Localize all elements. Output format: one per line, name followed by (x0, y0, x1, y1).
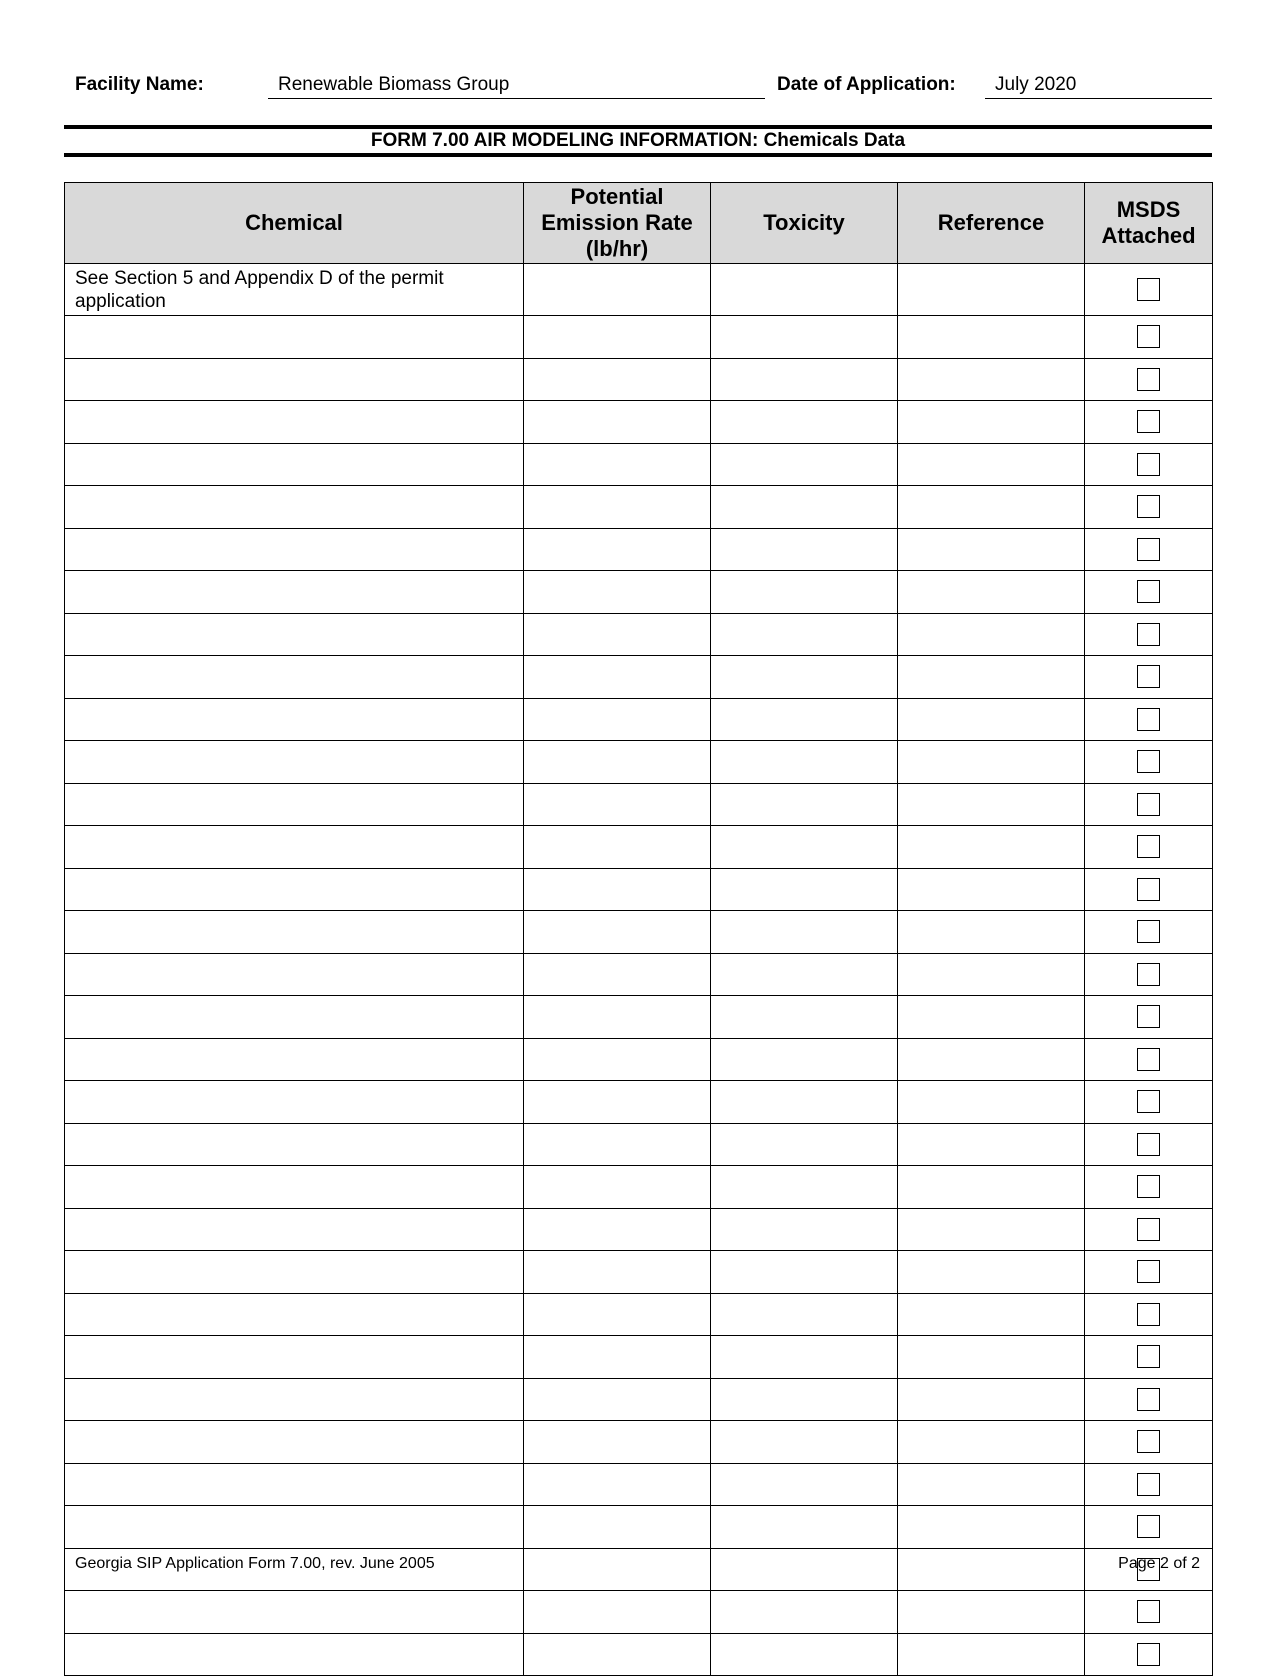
emission-rate-cell[interactable] (524, 996, 711, 1039)
toxicity-cell[interactable] (711, 1293, 898, 1336)
toxicity-cell[interactable] (711, 1166, 898, 1209)
emission-rate-cell[interactable] (524, 1633, 711, 1676)
toxicity-cell[interactable] (711, 1633, 898, 1676)
table-row (65, 1421, 1213, 1464)
table-row (65, 264, 1213, 316)
chemical-cell[interactable] (65, 953, 524, 996)
reference-cell[interactable] (898, 1336, 1085, 1379)
reference-cell[interactable] (898, 741, 1085, 784)
table-row (65, 401, 1213, 444)
reference-cell[interactable] (898, 1123, 1085, 1166)
reference-cell[interactable] (898, 264, 1085, 316)
table-row (65, 953, 1213, 996)
toxicity-cell[interactable] (711, 1378, 898, 1421)
msds-attached-cell (1085, 868, 1213, 911)
toxicity-cell[interactable] (711, 1336, 898, 1379)
emission-rate-cell[interactable] (524, 1251, 711, 1294)
table-row (65, 1506, 1213, 1549)
msds-attached-checkbox[interactable] (1137, 878, 1160, 901)
emission-rate-cell[interactable] (524, 1378, 711, 1421)
chemical-cell[interactable] (65, 1123, 524, 1166)
table-row (65, 698, 1213, 741)
table-row (65, 443, 1213, 486)
msds-attached-cell (1085, 1506, 1213, 1549)
chemical-cell[interactable] (65, 1166, 524, 1209)
reference-cell[interactable] (898, 1548, 1085, 1591)
msds-attached-checkbox[interactable] (1137, 665, 1160, 688)
reference-cell[interactable] (898, 571, 1085, 614)
chemical-cell[interactable] (65, 698, 524, 741)
msds-attached-cell (1085, 443, 1213, 486)
msds-attached-cell (1085, 358, 1213, 401)
msds-attached-cell (1085, 1123, 1213, 1166)
table-row (65, 1293, 1213, 1336)
msds-attached-checkbox[interactable] (1137, 963, 1160, 986)
reference-cell[interactable] (898, 528, 1085, 571)
msds-attached-cell (1085, 264, 1213, 316)
toxicity-cell[interactable] (711, 1251, 898, 1294)
msds-attached-checkbox[interactable] (1137, 1260, 1160, 1283)
msds-attached-checkbox[interactable] (1137, 920, 1160, 943)
table-row (65, 1081, 1213, 1124)
reference-cell[interactable] (898, 1421, 1085, 1464)
toxicity-cell[interactable] (711, 1038, 898, 1081)
msds-attached-cell (1085, 1336, 1213, 1379)
emission-rate-cell[interactable] (524, 1123, 711, 1166)
table-row (65, 528, 1213, 571)
chemical-cell[interactable] (65, 1336, 524, 1379)
reference-cell[interactable] (898, 656, 1085, 699)
msds-attached-checkbox[interactable] (1137, 1090, 1160, 1113)
chemical-cell[interactable] (65, 571, 524, 614)
column-header-chemical: Chemical (65, 183, 524, 264)
reference-cell[interactable] (898, 911, 1085, 954)
chemical-cell[interactable] (65, 826, 524, 869)
msds-attached-cell (1085, 741, 1213, 784)
chemical-cell[interactable] (65, 316, 524, 359)
toxicity-cell[interactable] (711, 401, 898, 444)
msds-attached-checkbox[interactable] (1137, 1345, 1160, 1368)
table-row (65, 316, 1213, 359)
chemical-cell[interactable] (65, 1081, 524, 1124)
reference-cell[interactable] (898, 826, 1085, 869)
chemical-cell[interactable] (65, 1633, 524, 1676)
toxicity-cell[interactable] (711, 486, 898, 529)
reference-cell[interactable] (898, 1251, 1085, 1294)
table-row (65, 486, 1213, 529)
msds-attached-cell (1085, 316, 1213, 359)
table-body (65, 264, 1213, 1676)
toxicity-cell[interactable] (711, 741, 898, 784)
table-row (65, 868, 1213, 911)
reference-cell[interactable] (898, 1378, 1085, 1421)
chemical-cell[interactable] (65, 613, 524, 656)
chemical-cell[interactable] (65, 1038, 524, 1081)
msds-attached-checkbox[interactable] (1137, 1048, 1160, 1071)
chemical-cell[interactable] (65, 656, 524, 699)
msds-attached-cell (1085, 1293, 1213, 1336)
reference-cell[interactable] (898, 1633, 1085, 1676)
msds-attached-checkbox[interactable] (1137, 750, 1160, 773)
msds-attached-checkbox[interactable] (1137, 368, 1160, 391)
reference-cell[interactable] (898, 1166, 1085, 1209)
emission-rate-cell[interactable] (524, 698, 711, 741)
msds-attached-checkbox[interactable] (1137, 495, 1160, 518)
reference-cell[interactable] (898, 1506, 1085, 1549)
toxicity-cell[interactable] (711, 656, 898, 699)
date-of-application-field[interactable]: July 2020 (985, 74, 1212, 99)
toxicity-cell[interactable] (711, 1463, 898, 1506)
msds-attached-cell (1085, 826, 1213, 869)
toxicity-cell[interactable] (711, 1548, 898, 1591)
msds-attached-cell (1085, 698, 1213, 741)
date-of-application-label: Date of Application: (777, 74, 956, 95)
toxicity-cell[interactable] (711, 953, 898, 996)
table-row (65, 826, 1213, 869)
reference-cell[interactable] (898, 401, 1085, 444)
reference-cell[interactable] (898, 358, 1085, 401)
emission-rate-cell[interactable] (524, 826, 711, 869)
table-row (65, 1123, 1213, 1166)
column-header-toxicity: Toxicity (711, 183, 898, 264)
msds-attached-checkbox[interactable] (1137, 793, 1160, 816)
chemicals-table (64, 182, 1213, 1676)
msds-attached-cell (1085, 1251, 1213, 1294)
emission-rate-cell[interactable] (524, 1336, 711, 1379)
toxicity-cell[interactable] (711, 358, 898, 401)
toxicity-cell[interactable] (711, 1123, 898, 1166)
msds-attached-cell (1085, 783, 1213, 826)
msds-attached-checkbox[interactable] (1137, 1388, 1160, 1411)
msds-attached-cell (1085, 953, 1213, 996)
column-header-reference: Reference (898, 183, 1085, 264)
toxicity-cell[interactable] (711, 443, 898, 486)
emission-rate-cell[interactable] (524, 741, 711, 784)
toxicity-cell[interactable] (711, 613, 898, 656)
msds-attached-checkbox[interactable] (1137, 1643, 1160, 1666)
msds-attached-checkbox[interactable] (1137, 278, 1160, 301)
table-row (65, 1251, 1213, 1294)
table-row (65, 741, 1213, 784)
msds-attached-checkbox[interactable] (1137, 1005, 1160, 1028)
msds-attached-cell (1085, 1463, 1213, 1506)
table-row (65, 1378, 1213, 1421)
emission-rate-cell[interactable] (524, 401, 711, 444)
toxicity-cell[interactable] (711, 264, 898, 316)
chemical-cell[interactable] (65, 1208, 524, 1251)
msds-attached-checkbox[interactable] (1137, 410, 1160, 433)
reference-cell[interactable] (898, 1208, 1085, 1251)
msds-attached-checkbox[interactable] (1137, 1473, 1160, 1496)
msds-attached-checkbox[interactable] (1137, 1430, 1160, 1453)
toxicity-cell[interactable] (711, 698, 898, 741)
column-header-msds-attached: MSDS Attached (1085, 183, 1213, 264)
toxicity-cell[interactable] (711, 1421, 898, 1464)
chemical-cell[interactable] (65, 1293, 524, 1336)
toxicity-cell[interactable] (711, 996, 898, 1039)
toxicity-cell[interactable] (711, 571, 898, 614)
msds-attached-cell (1085, 1421, 1213, 1464)
msds-attached-cell (1085, 656, 1213, 699)
emission-rate-cell[interactable] (524, 656, 711, 699)
emission-rate-cell[interactable] (524, 1591, 711, 1634)
msds-attached-checkbox[interactable] (1137, 453, 1160, 476)
column-header-emission-rate: Potential Emission Rate (lb/hr) (524, 183, 711, 264)
emission-rate-cell[interactable] (524, 528, 711, 571)
table-row (65, 1463, 1213, 1506)
emission-rate-cell[interactable] (524, 1463, 711, 1506)
table-row (65, 1038, 1213, 1081)
emission-rate-cell[interactable] (524, 1038, 711, 1081)
msds-attached-cell (1085, 1166, 1213, 1209)
table-row (65, 911, 1213, 954)
chemical-cell[interactable] (65, 996, 524, 1039)
chemical-cell[interactable] (65, 443, 524, 486)
chemical-cell[interactable] (65, 1506, 524, 1549)
table-row (65, 613, 1213, 656)
emission-rate-cell[interactable] (524, 358, 711, 401)
emission-rate-cell[interactable] (524, 264, 711, 316)
msds-attached-cell (1085, 1633, 1213, 1676)
emission-rate-cell[interactable] (524, 486, 711, 529)
msds-attached-checkbox[interactable] (1137, 325, 1160, 348)
toxicity-cell[interactable] (711, 826, 898, 869)
table-row (65, 1633, 1213, 1676)
reference-cell[interactable] (898, 1081, 1085, 1124)
msds-attached-cell (1085, 996, 1213, 1039)
reference-cell[interactable] (898, 613, 1085, 656)
chemical-cell[interactable] (65, 1251, 524, 1294)
emission-rate-cell[interactable] (524, 1081, 711, 1124)
chemical-cell[interactable] (65, 486, 524, 529)
chemical-cell[interactable] (65, 1591, 524, 1634)
chemical-cell[interactable] (65, 1421, 524, 1464)
chemical-cell[interactable] (65, 783, 524, 826)
emission-rate-cell[interactable] (524, 613, 711, 656)
msds-attached-cell (1085, 1081, 1213, 1124)
chemical-cell[interactable] (65, 1378, 524, 1421)
toxicity-cell[interactable] (711, 868, 898, 911)
msds-attached-checkbox[interactable] (1137, 708, 1160, 731)
msds-attached-cell (1085, 401, 1213, 444)
table-row (65, 783, 1213, 826)
table-row (65, 996, 1213, 1039)
table-row (65, 656, 1213, 699)
msds-attached-cell (1085, 911, 1213, 954)
emission-rate-cell[interactable] (524, 953, 711, 996)
emission-rate-cell[interactable] (524, 1293, 711, 1336)
emission-rate-cell[interactable] (524, 571, 711, 614)
emission-rate-cell[interactable] (524, 911, 711, 954)
msds-attached-checkbox[interactable] (1137, 1600, 1160, 1623)
msds-attached-cell (1085, 571, 1213, 614)
chemical-cell[interactable] (65, 528, 524, 571)
emission-rate-cell[interactable] (524, 1421, 711, 1464)
msds-attached-checkbox[interactable] (1137, 835, 1160, 858)
chemical-cell[interactable] (65, 911, 524, 954)
reference-cell[interactable] (898, 443, 1085, 486)
toxicity-cell[interactable] (711, 911, 898, 954)
reference-cell[interactable] (898, 783, 1085, 826)
reference-cell[interactable] (898, 1038, 1085, 1081)
msds-attached-checkbox[interactable] (1137, 623, 1160, 646)
emission-rate-cell[interactable] (524, 1506, 711, 1549)
emission-rate-cell[interactable] (524, 1166, 711, 1209)
chemical-cell[interactable] (65, 741, 524, 784)
msds-attached-checkbox[interactable] (1137, 580, 1160, 603)
toxicity-cell[interactable] (711, 1081, 898, 1124)
msds-attached-checkbox[interactable] (1137, 1303, 1160, 1326)
footer-form-id: Georgia SIP Application Form 7.00, rev. June 2005 (75, 1555, 435, 1572)
reference-cell[interactable] (898, 953, 1085, 996)
msds-attached-cell (1085, 1591, 1213, 1634)
table-row (65, 571, 1213, 614)
emission-rate-cell[interactable] (524, 1548, 711, 1591)
toxicity-cell[interactable] (711, 1591, 898, 1634)
reference-cell[interactable] (898, 698, 1085, 741)
emission-rate-cell[interactable] (524, 868, 711, 911)
table-row (65, 1166, 1213, 1209)
msds-attached-cell (1085, 1208, 1213, 1251)
facility-name-label: Facility Name: (75, 74, 204, 95)
toxicity-cell[interactable] (711, 528, 898, 571)
reference-cell[interactable] (898, 868, 1085, 911)
reference-cell[interactable] (898, 996, 1085, 1039)
emission-rate-cell[interactable] (524, 316, 711, 359)
table-row (65, 358, 1213, 401)
table-row (65, 1336, 1213, 1379)
footer-page-number: Page 2 of 2 (1118, 1555, 1200, 1572)
toxicity-cell[interactable] (711, 1208, 898, 1251)
chemical-cell[interactable] (65, 868, 524, 911)
chemical-cell[interactable] (65, 1463, 524, 1506)
emission-rate-cell[interactable] (524, 443, 711, 486)
msds-attached-checkbox[interactable] (1137, 538, 1160, 561)
emission-rate-cell[interactable] (524, 783, 711, 826)
msds-attached-checkbox[interactable] (1137, 1175, 1160, 1198)
msds-attached-checkbox[interactable] (1137, 1218, 1160, 1241)
reference-cell[interactable] (898, 316, 1085, 359)
chemical-cell[interactable] (65, 358, 524, 401)
reference-cell[interactable] (898, 1463, 1085, 1506)
reference-cell[interactable] (898, 1293, 1085, 1336)
table-row (65, 1591, 1213, 1634)
form-title: FORM 7.00 AIR MODELING INFORMATION: Chemicals Data (64, 125, 1212, 157)
toxicity-cell[interactable] (711, 316, 898, 359)
msds-attached-checkbox[interactable] (1137, 1515, 1160, 1538)
table-header-row (65, 183, 1213, 264)
facility-name-field[interactable]: Renewable Biomass Group (268, 74, 765, 99)
reference-cell[interactable] (898, 1591, 1085, 1634)
msds-attached-checkbox[interactable] (1137, 1133, 1160, 1156)
table-row (65, 1208, 1213, 1251)
toxicity-cell[interactable] (711, 783, 898, 826)
msds-attached-cell (1085, 486, 1213, 529)
msds-attached-cell (1085, 613, 1213, 656)
toxicity-cell[interactable] (711, 1506, 898, 1549)
reference-cell[interactable] (898, 486, 1085, 529)
chemical-cell[interactable]: See Section 5 and Appendix D of the permit application (65, 264, 524, 316)
msds-attached-cell (1085, 528, 1213, 571)
msds-attached-cell (1085, 1378, 1213, 1421)
msds-attached-cell (1085, 1038, 1213, 1081)
emission-rate-cell[interactable] (524, 1208, 711, 1251)
chemical-cell[interactable] (65, 401, 524, 444)
